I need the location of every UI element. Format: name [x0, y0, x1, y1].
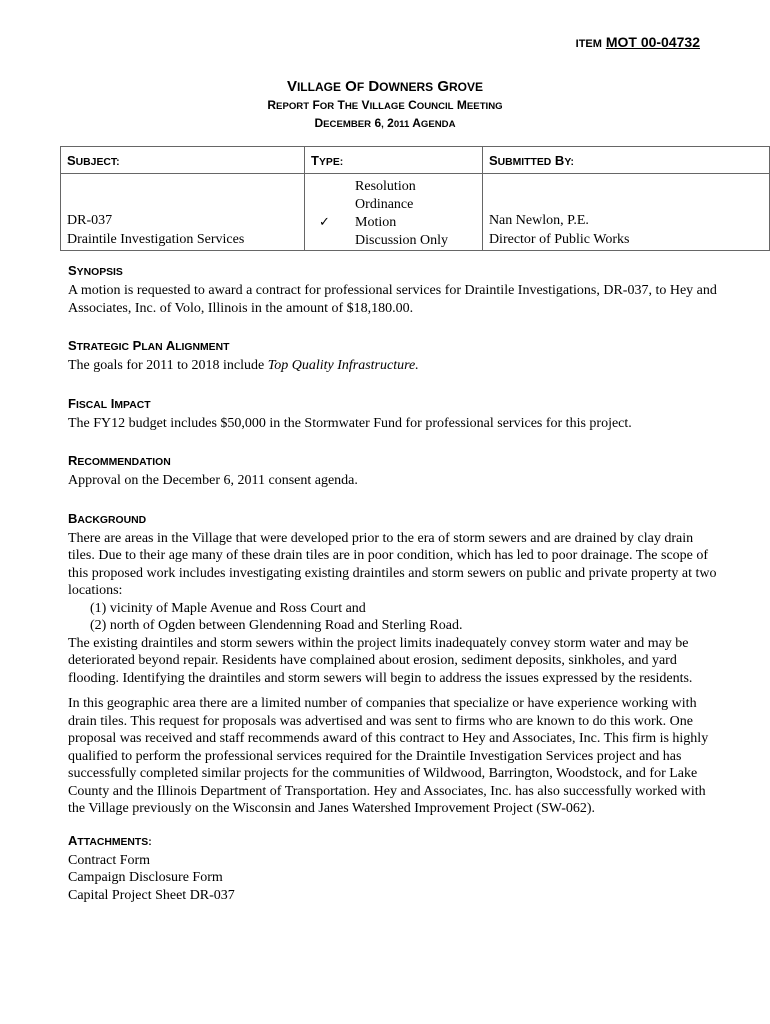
strategic-plan-text — [68, 357, 718, 375]
background-paragraph-1: There are areas in the Village that were developed prior to the era of storm sewers and are drained by clay drain tiles. Due to their age many of these drain tiles are in poor condition, which has led to poor drainage. The scope of this proposed work includes investigating existing draintiles and storm sewers on public and private property at two locations: — [68, 530, 717, 598]
attachment-item: Contract Form — [68, 852, 151, 868]
org-title: VILLAGE OF DOWNERS GROVE — [286, 78, 484, 95]
submitter-name: Nan Newlon, P.E. — [488, 213, 589, 228]
title-block — [0, 77, 770, 133]
subject-cell — [61, 174, 305, 251]
subject-header: SUBJECT: — [61, 147, 305, 174]
background-location-1: (1) vicinity of Maple Avenue and Ross Court and — [90, 600, 366, 616]
type-option-discussion-only: Discussion Only — [355, 233, 448, 248]
background-heading: BACKGROUND — [68, 510, 147, 526]
checkmark-icon: ✓ — [319, 215, 330, 230]
item-number: MOT 00-04732 — [605, 34, 700, 50]
type-option-resolution: Resolution — [355, 179, 416, 194]
submitter-title: Director of Public Works — [488, 232, 630, 247]
subject-title: Draintile Investigation Services — [67, 232, 245, 247]
type-option-ordinance: Ordinance — [355, 197, 414, 212]
attachment-item: Capital Project Sheet DR-037 — [68, 887, 235, 903]
type-options-list — [311, 178, 476, 250]
background-paragraph-2: The existing draintiles and storm sewers within the project limits inadequately convey storm water and may be deteriorated beyond repair. Residents have complained about erosion, sediment deposits, sinkholes, and yard flooding. Identifying the draintiles and storm sewers will begin to address the issues expressed by the residents. — [68, 635, 693, 686]
attachment-item: Campaign Disclosure Form — [68, 870, 223, 885]
subject-code: DR-037 — [67, 213, 113, 228]
report-body — [68, 262, 718, 904]
background-paragraph-3: In this geographic area there are a limited number of companies that specialize or have experience working with drain tiles. This request for proposals was advertised and was sent to firms who are known to do this work. One proposal was received and staff recommends award of this contract to Hey and Associates, Inc. This firm is highly qualified to perform the professional services required for the Draintile Investigation Services project and has successfully completed similar projects for the communities of Wildwood, Barrington, Woodstock, and for Lake County and the Illinois Department of Transportation. Hey and Associates, Inc. has also successfully worked with the Village previously on the Wisconsin and Janes Watershed Improvement Project (SW-062). — [68, 696, 709, 816]
fiscal-impact-text: The FY12 budget includes $50,000 in the Stormwater Fund for professional services for this project. — [68, 415, 632, 431]
agenda-date: DECEMBER 6, 2011 AGENDA — [314, 116, 456, 130]
info-table-body-row — [61, 174, 770, 251]
strategic-plan-text-prefix: The goals for 2011 to 2018 include — [68, 358, 268, 373]
type-option-motion: Motion — [355, 215, 397, 230]
submitted-by-header: SUBMITTED BY: — [482, 147, 769, 174]
info-table-header-row — [61, 147, 770, 174]
recommendation-text: Approval on the December 6, 2011 consent agenda. — [68, 473, 358, 488]
fiscal-impact-heading: FISCAL IMPACT — [68, 395, 151, 411]
attachments-heading: ATTACHMENTS: — [68, 832, 152, 848]
synopsis-text: A motion is requested to award a contract for professional services for Draintile Investigations, DR-037, to Hey and Associates, Inc. of Volo, Illinois in the amount of $18,180.00. — [68, 283, 717, 316]
type-header: TYPE: — [305, 147, 483, 174]
recommendation-heading: RECOMMENDATION — [68, 453, 171, 468]
strategic-plan-goal: Top Quality Infrastructure. — [267, 358, 419, 373]
info-table — [60, 146, 770, 251]
type-cell — [305, 174, 483, 251]
item-prefix: ITEM — [575, 38, 602, 50]
submitted-by-cell — [482, 174, 769, 251]
report-title: REPORT FOR THE VILLAGE COUNCIL MEETING — [267, 98, 503, 112]
background-location-2: (2) north of Ogden between Glendenning Road and Sterling Road. — [90, 618, 463, 633]
synopsis-heading: SYNOPSIS — [68, 263, 123, 278]
strategic-plan-heading: STRATEGIC PLAN ALIGNMENT — [68, 338, 230, 353]
item-number-line — [576, 34, 700, 50]
